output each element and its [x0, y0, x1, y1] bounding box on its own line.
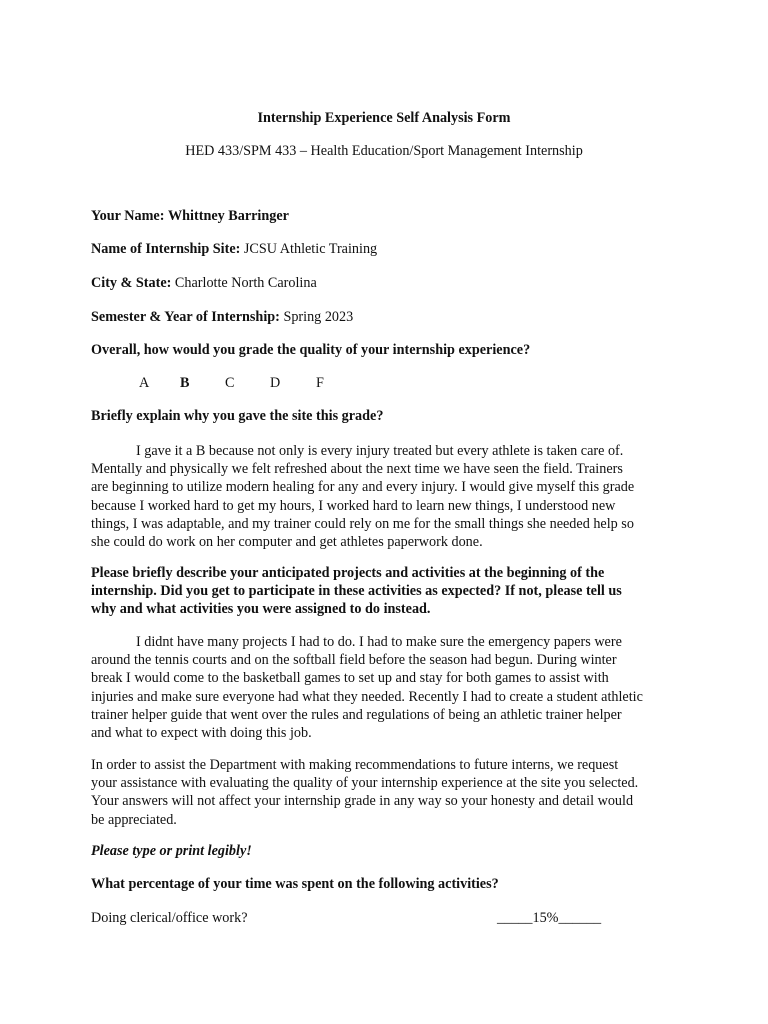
projects-answer-line: and what to expect with doing this job. [91, 725, 312, 742]
city-value: Charlotte North Carolina [174, 275, 317, 291]
explain-answer-line: are beginning to utilize modern healing for any and every injury. I would give myself this grade [91, 479, 635, 496]
projects-question-line: why and what activities you were assigned to do instead. [91, 601, 431, 618]
name-value: Whittney Barringer [167, 208, 289, 224]
activity-label: Doing clerical/office work? [91, 910, 248, 926]
semester-value: Spring 2023 [283, 309, 354, 325]
projects-answer [91, 633, 681, 742]
instructions-line: In order to assist the Department with making recommendations to future interns, we request [91, 757, 619, 773]
explain-answer-line: things, I was adaptable, and my trainer could rely on me for the small things she needed help so [91, 515, 634, 532]
course-subtitle: HED 433/SPM 433 – Health Education/Sport Management Internship [185, 143, 583, 159]
semester-label: Semester & Year of Internship: [91, 309, 280, 325]
site-field [91, 241, 377, 258]
name-label: Your Name: [91, 208, 165, 224]
explain-question: Briefly explain why you gave the site this grade? [91, 408, 384, 424]
activity-answer: _____15%______ [497, 910, 602, 926]
name-field [91, 208, 289, 225]
grade-option-c: C [225, 375, 235, 391]
site-label: Name of Internship Site: [91, 241, 241, 257]
instructions-line: Your answers will not affect your internship grade in any way so your honesty and detail would [91, 793, 634, 810]
projects-answer-line: around the tennis courts and on the softball field before the season had begun. During winter [91, 652, 617, 669]
explain-answer-line: she could do work on her computer and get athletes paperwork done. [91, 534, 483, 551]
grade-option-a: A [139, 375, 150, 391]
explain-answer-line: I gave it a B because not only is every injury treated but every athlete is taken care of. [136, 443, 624, 459]
projects-answer-line: trainer helper guide that went over the rules and regulations of being an athletic trainer helper [91, 706, 622, 723]
projects-answer-line: injuries and make sure everyone had what they needed. Recently I had to create a student athletic [91, 688, 643, 705]
projects-question [91, 564, 681, 619]
grade-question: Overall, how would you grade the quality of your internship experience? [91, 342, 531, 358]
projects-answer-line: break I would come to the basketball games to set up and stay for both games to assist with [91, 670, 609, 687]
projects-question-line: Please briefly describe your anticipated projects and activities at the beginning of the [91, 565, 605, 581]
grade-option-d: D [270, 375, 281, 391]
percent-question: What percentage of your time was spent on the following activities? [91, 876, 499, 892]
instructions-line: your assistance with evaluating the quality of your internship experience at the site you selected. [91, 775, 639, 792]
form-title: Internship Experience Self Analysis Form [257, 110, 511, 126]
grade-option-b: B [180, 375, 190, 391]
projects-question-line: internship. Did you get to participate in these activities as expected? If not, please tell us [91, 583, 622, 600]
explain-answer-line: because I worked hard to get my hours, I worked hard to learn new things, I understood new [91, 497, 616, 514]
explain-answer-line: Mentally and physically we felt refreshed about the next time we have seen the field. Trainers [91, 461, 623, 478]
print-note: Please type or print legibly! [91, 843, 252, 859]
city-label: City & State: [91, 275, 172, 291]
grade-option-f: F [316, 375, 324, 391]
instructions-line: be appreciated. [91, 811, 177, 828]
projects-answer-line: I didnt have many projects I had to do. I had to make sure the emergency papers were [136, 634, 622, 650]
semester-field [91, 309, 353, 326]
city-field [91, 275, 317, 292]
explain-answer [91, 442, 681, 551]
site-value: JCSU Athletic Training [243, 241, 378, 257]
instructions-paragraph [91, 756, 681, 829]
